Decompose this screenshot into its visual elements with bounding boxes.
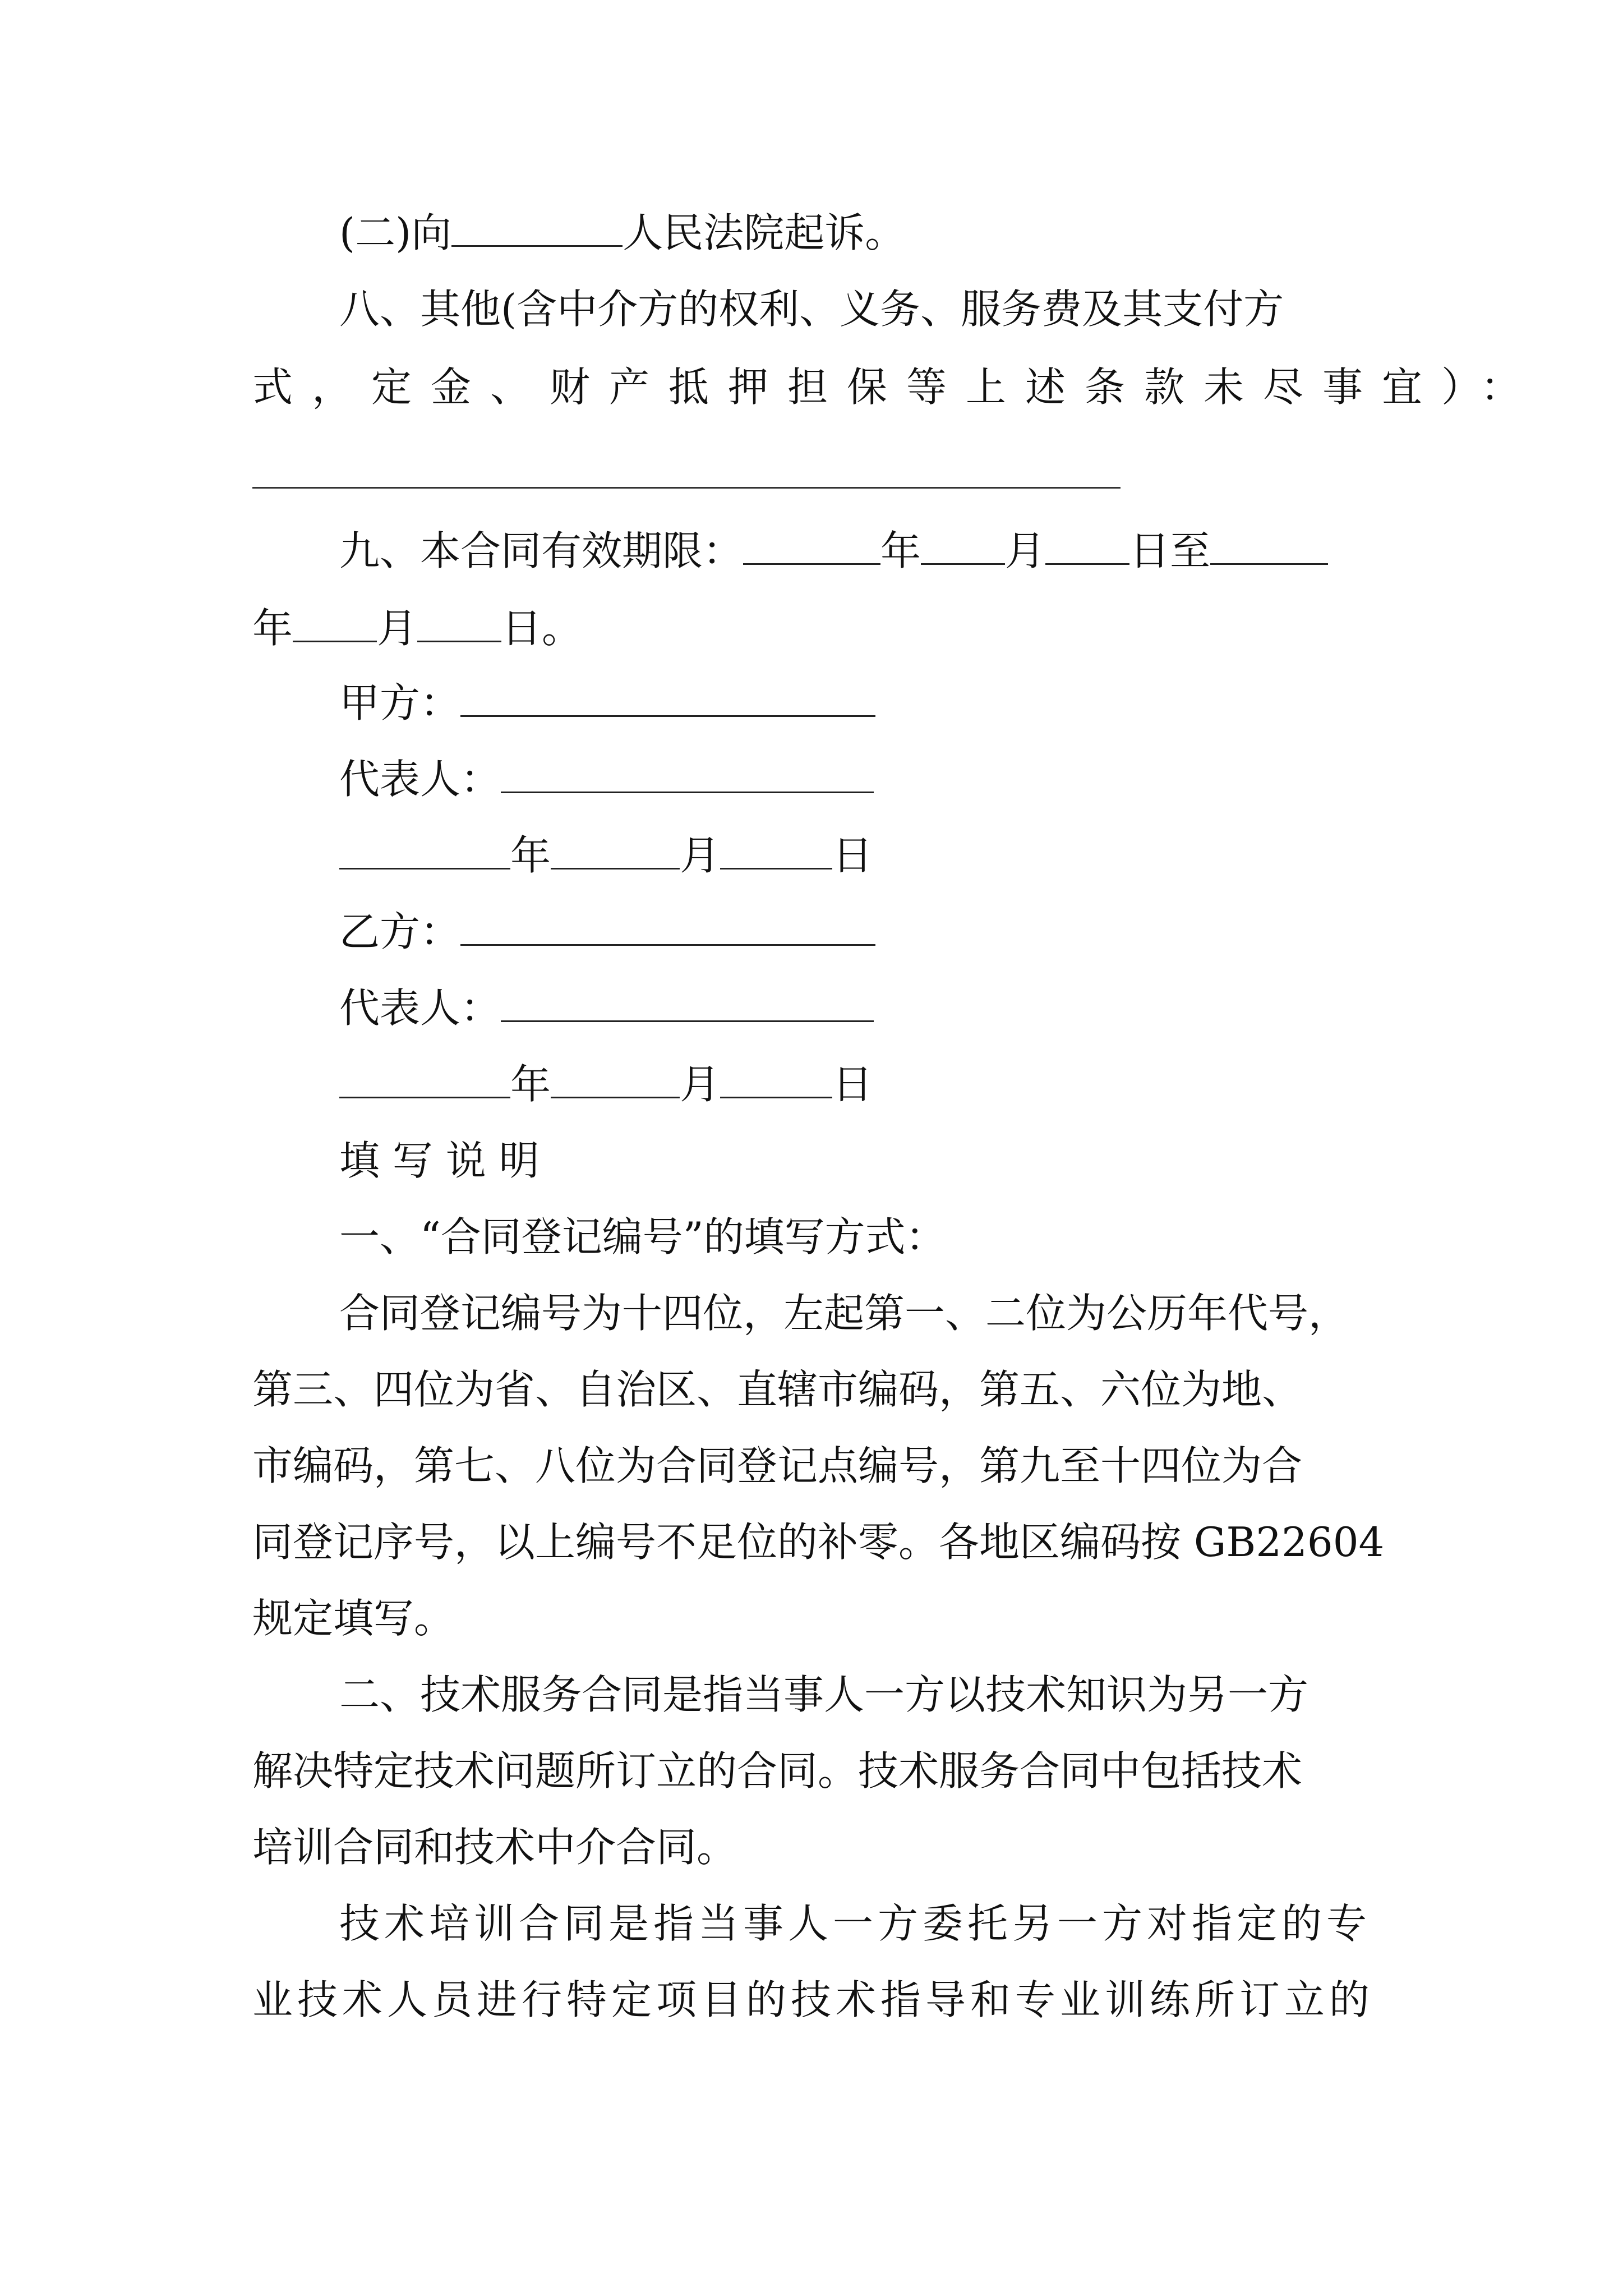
party-b-label: 乙方： <box>339 908 461 955</box>
start-month-blank[interactable] <box>921 527 1005 565</box>
validity-line-2 <box>252 600 1374 656</box>
party-a-label: 甲方： <box>339 679 461 726</box>
clause-8-line-2: 式，定金、财产抵押担保等上述条款未尽事宜）： <box>252 364 1541 411</box>
paragraph-1-line-3: 市编码，第七、八位为合同登记点编号，第九至十四位为合 <box>252 1442 1303 1489</box>
paragraph-3-line-1: 技术培训合同是指当事人一方委托另一方对指定的专 <box>339 1900 1372 1947</box>
year-label: 年 <box>880 527 921 574</box>
day-label: 日 <box>832 1061 873 1108</box>
paragraph-1-line-2: 第三、四位为省、自治区、直辖市编码，第五、六位为地、 <box>252 1366 1303 1413</box>
paragraph-3-line-2: 业技术人员进行特定项目的技术指导和专业训练所订立的 <box>252 1976 1375 2023</box>
paragraph-2-line-3: 培训合同和技术中介合同。 <box>252 1824 737 1871</box>
party-b-year-blank[interactable] <box>339 1061 510 1098</box>
start-day-blank[interactable] <box>1045 527 1129 565</box>
court-name-blank[interactable] <box>451 209 623 247</box>
party-b-day-blank[interactable] <box>720 1061 832 1098</box>
party-a-rep-label: 代表人： <box>339 756 501 803</box>
day-label: 日。 <box>501 605 583 652</box>
validity-label: 九、本合同有效期限： <box>339 527 744 574</box>
clause-2-prefix: (二)向 <box>339 209 452 256</box>
paragraph-1-line-1: 合同登记编号为十四位，左起第一、二位为公历年代号， <box>339 1290 1349 1337</box>
year-label: 年 <box>252 605 293 652</box>
end-month-blank[interactable] <box>293 605 377 642</box>
paragraph-2-line-1: 二、技术服务合同是指当事人一方以技术知识为另一方 <box>339 1671 1309 1718</box>
party-a-year-blank[interactable] <box>339 832 510 869</box>
party-a-date-line <box>339 827 873 884</box>
end-day-blank[interactable] <box>417 605 501 642</box>
year-label: 年 <box>510 832 551 879</box>
month-label: 月 <box>1005 527 1046 574</box>
party-a-day-blank[interactable] <box>720 832 832 869</box>
party-a-blank[interactable] <box>460 679 875 717</box>
clause-8-line-1: 八、其他(含中介方的权利、义务、服务费及其支付方 <box>339 286 1284 333</box>
day-label: 日 <box>832 832 873 879</box>
party-a-line <box>339 675 875 731</box>
party-b-blank[interactable] <box>460 908 875 946</box>
month-label: 月 <box>680 1061 721 1108</box>
party-b-month-blank[interactable] <box>551 1061 680 1098</box>
clause-2-suffix: 人民法院起诉。 <box>623 209 906 256</box>
paragraph-1-line-5: 规定填写。 <box>252 1595 455 1642</box>
party-b-line <box>339 904 875 960</box>
clause-2-line <box>339 205 1461 261</box>
month-label: 月 <box>377 605 418 652</box>
year-label: 年 <box>510 1061 551 1108</box>
party-b-rep-line <box>339 980 874 1036</box>
party-b-rep-label: 代表人： <box>339 984 501 1032</box>
party-b-rep-blank[interactable] <box>501 984 874 1022</box>
party-a-rep-line <box>339 751 874 807</box>
paragraph-2-line-2: 解决特定技术问题所订立的合同。技术服务合同中包括技术 <box>252 1747 1303 1795</box>
party-b-date-line <box>339 1056 873 1112</box>
note-1-heading: 一、“合同登记编号”的填写方式： <box>339 1213 946 1260</box>
day-to-label: 日至 <box>1129 527 1211 574</box>
party-a-month-blank[interactable] <box>551 832 680 869</box>
other-terms-blank-line[interactable] <box>252 487 1121 489</box>
month-label: 月 <box>680 832 721 879</box>
start-year-blank[interactable] <box>743 527 880 565</box>
validity-line-1 <box>339 523 1461 579</box>
paragraph-1-line-4: 同登记序号，以上编号不足位的补零。各地区编码按 GB22604 <box>252 1519 1385 1566</box>
notes-title: 填 写 说 明 <box>339 1137 540 1184</box>
party-a-rep-blank[interactable] <box>501 756 874 793</box>
end-year-blank-part[interactable] <box>1210 527 1328 565</box>
